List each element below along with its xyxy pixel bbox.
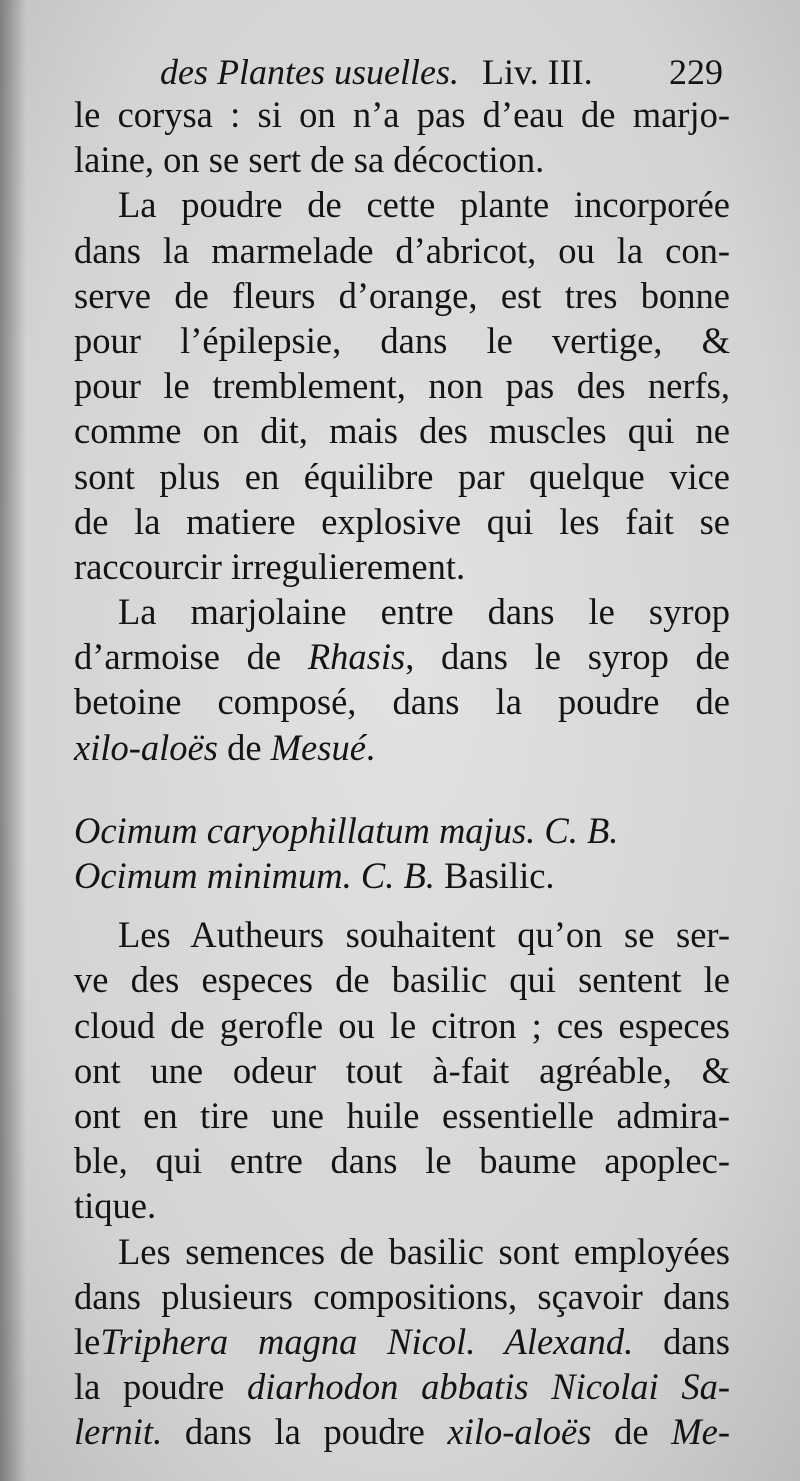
section-gap [74, 898, 730, 912]
text-run: , dans le syrop de [405, 636, 730, 678]
author-name: Rhasis [307, 636, 406, 678]
remedy-name: Triphera magna Nicol. Alexand. [100, 1320, 634, 1362]
remedy-name: xilo-aloës [74, 726, 218, 768]
text-line [74, 1319, 730, 1364]
text-line: sont plus en équilibre par quelque vice [74, 455, 730, 497]
text-run: d’armoise de [74, 636, 308, 678]
running-title: des Plantes usuelles. [160, 52, 459, 92]
text-run: dans [633, 1320, 731, 1362]
text-line: La poudre de cette plante incorporée [118, 184, 730, 226]
text-line [74, 589, 730, 634]
paragraph [74, 1229, 730, 1455]
text-line: dans plusieurs compositions, sçavoir dans [74, 1275, 730, 1317]
page-body [74, 92, 730, 1454]
paragraph [74, 182, 730, 589]
text-run: betoine composé, dans la poudre de [74, 681, 730, 723]
text-line: Les Autheurs souhaitent qu’on se ser- [118, 914, 730, 956]
text-line [74, 725, 730, 770]
text-line: serve de fleurs d’orange, est tres bonne [74, 274, 730, 316]
text-run: . [365, 726, 376, 768]
text-run: dans la poudre [162, 1411, 448, 1453]
page-gutter-shadow [0, 0, 26, 1481]
author-name: lernit. [74, 1411, 163, 1453]
text-line: dans la marmelade d’abricot, ou la con- [74, 229, 730, 271]
author-name: Me- [671, 1411, 730, 1453]
text-line [74, 679, 730, 724]
text-line: laine, on se sert de sa décoction. [74, 139, 545, 181]
author-name: Mesué [270, 726, 366, 768]
remedy-name: diarhodon abbatis Nicolai Sa- [247, 1366, 730, 1408]
text-line: ont en tire une huile essentielle admira- [74, 1094, 730, 1136]
text-run: la poudre [74, 1366, 247, 1408]
text-line: ble, qui entre dans le baume apoplec- [74, 1140, 730, 1182]
text-line: ve des especes de basilic qui sentent le [74, 959, 730, 1001]
paragraph [74, 912, 730, 1228]
paragraph [74, 92, 730, 182]
text-line [74, 634, 730, 679]
text-line: comme on dit, mais des muscles qui ne [74, 410, 730, 452]
text-run: La marjolaine entre dans le syrop [118, 591, 730, 633]
book-number: Liv. III. [481, 52, 593, 92]
text-line [74, 1409, 730, 1454]
section-gap [74, 770, 730, 808]
latin-name-line [74, 853, 730, 898]
common-name: Basilic. [444, 855, 555, 896]
text-line [74, 1364, 730, 1409]
text-line: tique. [74, 1185, 157, 1227]
text-line: cloud de gerofle ou le citron ; ces especes [74, 1004, 730, 1046]
text-line: ont une odeur tout à-fait agréable, & [74, 1049, 730, 1091]
text-line: Les semences de basilic sont employées [118, 1230, 730, 1272]
text-line: de la matiere explosive qui les fait se [74, 500, 730, 542]
latin-name-line: Ocimum caryophillatum majus. C. B. [74, 809, 619, 851]
text-line: le corysa : si on n’a pas d’eau de marjo- [74, 94, 730, 135]
text-line: raccourcir irregulierement. [74, 545, 466, 587]
page-number: 229 [669, 52, 723, 92]
latin-plant-names [74, 808, 730, 898]
remedy-name: xilo-aloës [447, 1411, 592, 1453]
text-line: pour le tremblement, non pas des nerfs, [74, 365, 730, 407]
text-run: de [217, 726, 271, 768]
text-run: le [74, 1320, 101, 1362]
paragraph [74, 589, 730, 770]
text-line: pour l’épilepsie, dans le vertige, & [74, 319, 730, 361]
text-run: de [591, 1411, 672, 1453]
latin-name: Ocimum minimum. C. B. [74, 855, 435, 896]
